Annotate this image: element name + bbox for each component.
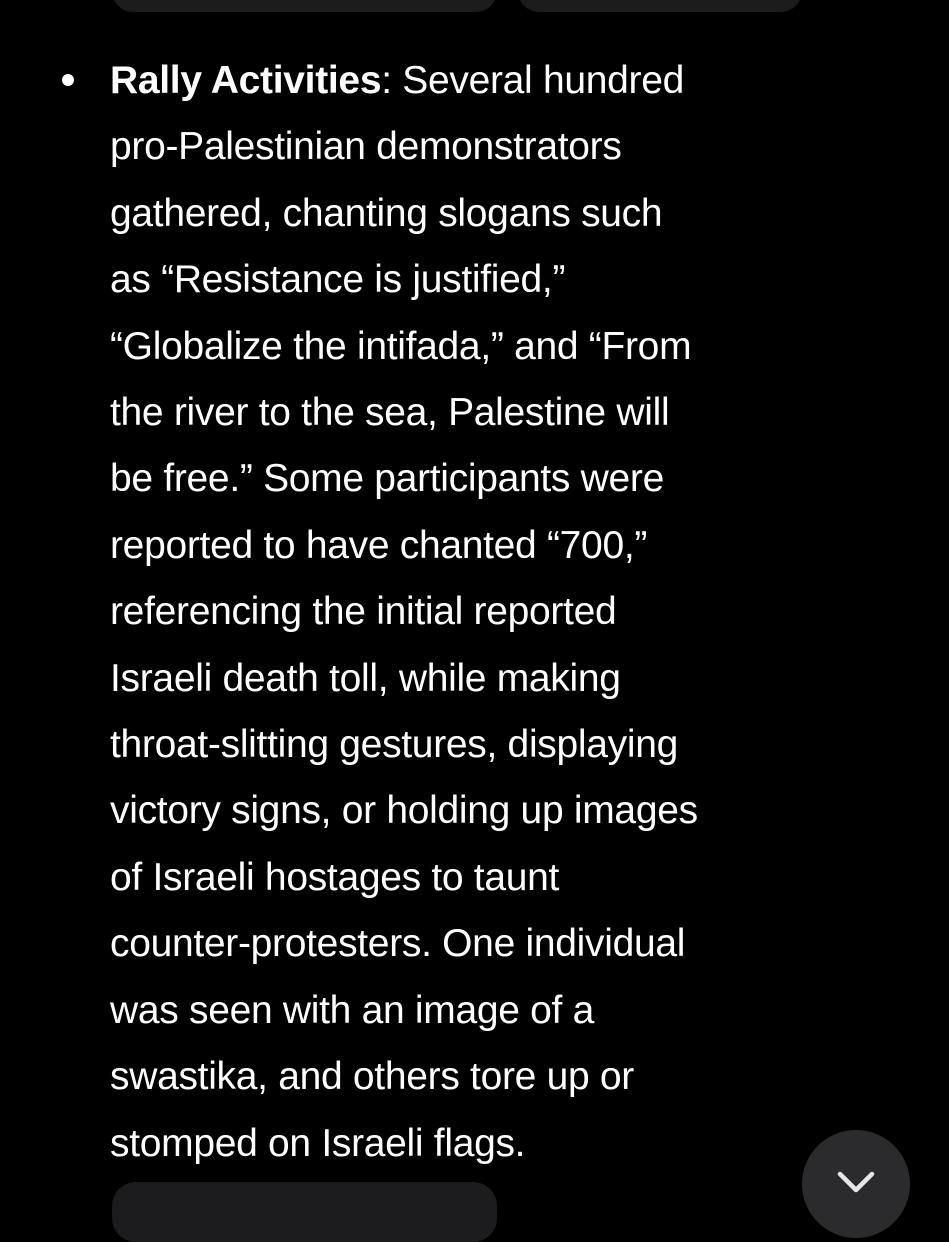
bullet-line: throat-slitting gestures, displaying [110, 723, 678, 767]
bullet-line: Rally Activities: Several hundred [110, 59, 684, 102]
chevron-down-icon [834, 1166, 878, 1196]
bullet-point-icon [62, 74, 74, 86]
bullet-line: reported to have chanted “700,” [110, 523, 648, 567]
bullet-line: gathered, chanting slogans such [110, 191, 663, 235]
bullet-line: counter-protesters. One individual [110, 922, 686, 966]
scroll-to-bottom-button[interactable] [802, 1130, 910, 1238]
bullet-text [110, 48, 922, 1177]
bullet-line: was seen with an image of a [110, 988, 595, 1032]
bullet-line: referencing the initial reported [110, 590, 617, 634]
bullet-line: Israeli death toll, while making [110, 656, 621, 700]
top-suggestion-chip-left[interactable] [112, 0, 497, 12]
bullet-item-rally-activities [62, 48, 922, 1177]
bullet-line: “Globalize the intifada,” and “From [110, 324, 692, 368]
top-suggestion-chip-right[interactable] [518, 0, 802, 12]
bullet-line: victory signs, or holding up images [110, 789, 698, 833]
bullet-line: as “Resistance is justified,” [110, 258, 566, 302]
bullet-heading: Rally Activities [110, 59, 382, 102]
bottom-suggestion-chip[interactable] [112, 1182, 497, 1242]
bullet-line: of Israeli hostages to taunt [110, 855, 560, 899]
bullet-line: the river to the sea, Palestine will [110, 391, 670, 435]
bullet-line: pro-Palestinian demonstrators [110, 125, 622, 169]
bullet-line: swastika, and others tore up or [110, 1055, 634, 1099]
bullet-line: stomped on Israeli flags. [110, 1121, 526, 1165]
bullet-line: be free.” Some participants were [110, 457, 664, 501]
